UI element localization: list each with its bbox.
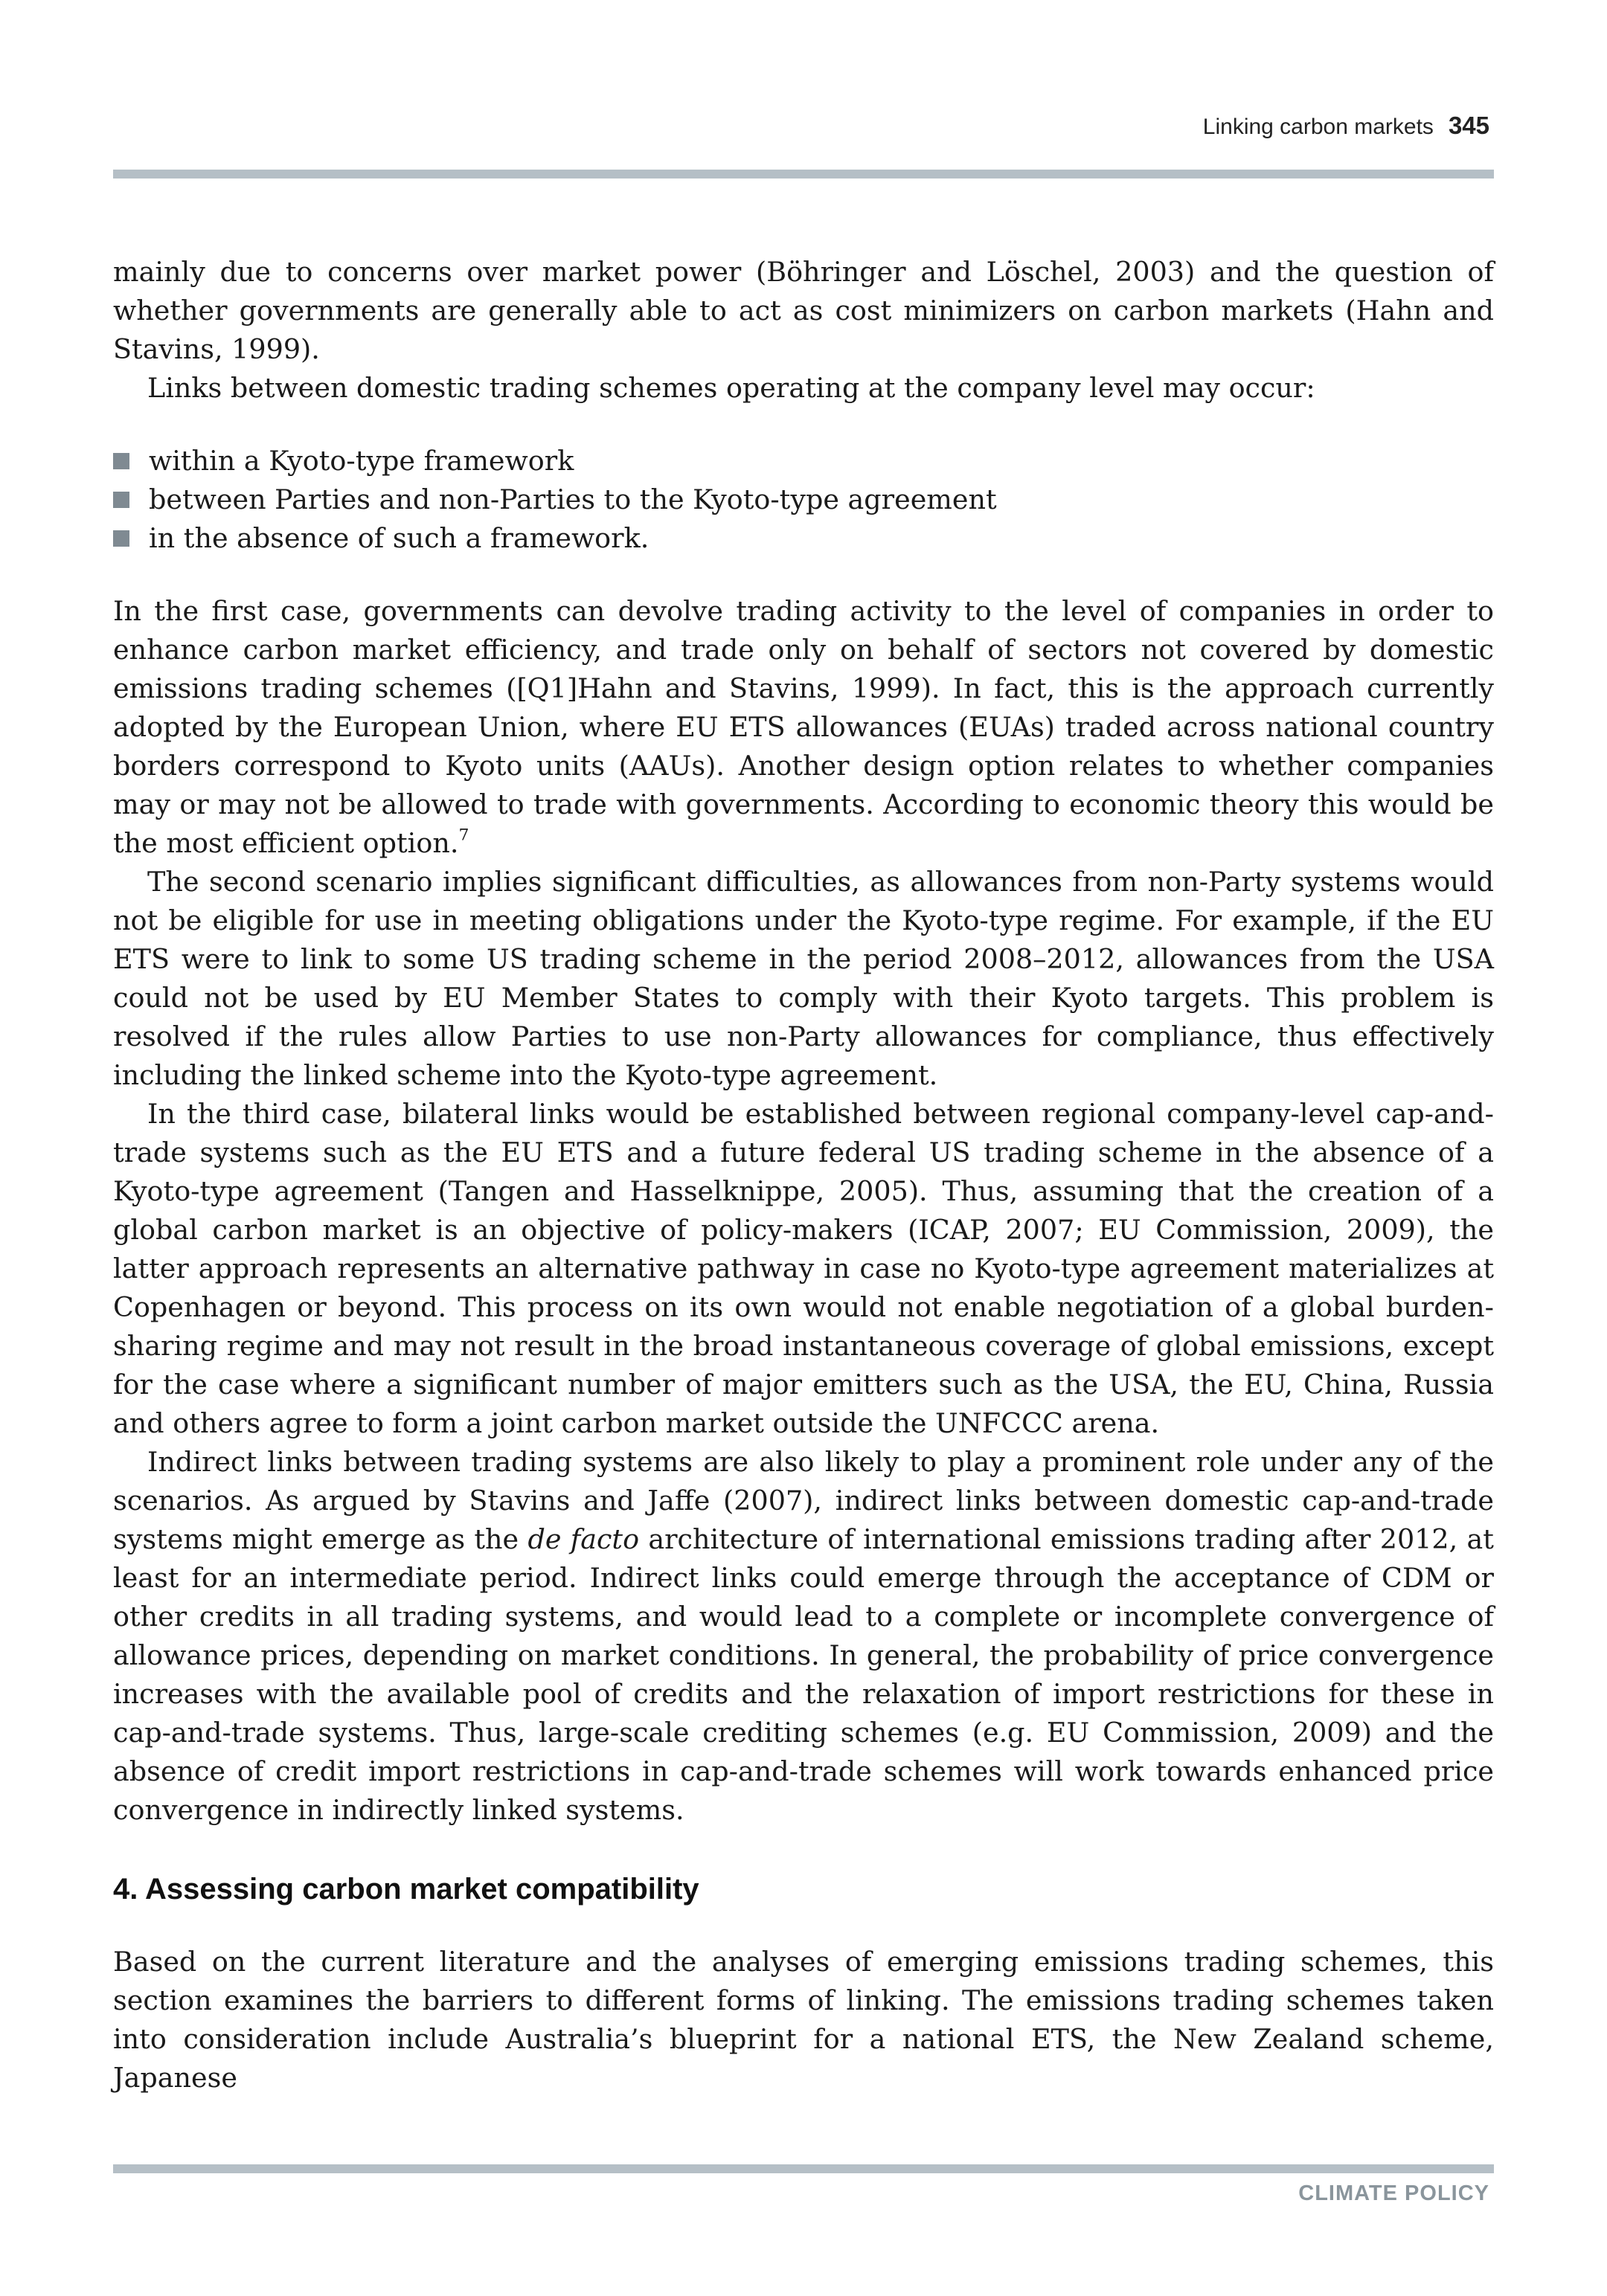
paragraph-section-intro: Based on the current literature and the analyses of emerging emissions trading schemes, this section examines the barriers to different forms of linking. The emissions trading schemes taken into consideration include Australia’s blueprint for a national ETS, the New Zealand scheme, Japanese <box>113 1946 1494 2094</box>
paragraph-first-case <box>113 592 1494 863</box>
italic-de-facto: de facto <box>527 1523 640 1555</box>
paragraph-indirect-links <box>113 1443 1494 1830</box>
journal-name: CLIMATE POLICY <box>1298 2181 1489 2205</box>
bullet-square-icon <box>113 453 129 469</box>
list-item-text: within a Kyoto-type framework <box>149 445 574 477</box>
page-number: 345 <box>1448 112 1489 139</box>
footer-rule <box>113 2164 1494 2173</box>
paragraph-second-scenario: The second scenario implies significant difficulties, as allowances from non-Party systems would not be eligible for use in meeting obligations under the Kyoto-type regime. For example, if the EU ETS were to link to some US trading scheme in the period 2008–2012, allowances from the USA could not be used by EU Member States to comply with their Kyoto targets. This problem is resolved if the rules allow Parties to use non-Party allowances for compliance, thus effectively including the linked scheme into the Kyoto-type agreement. <box>113 866 1494 1091</box>
paragraph-third-case: In the third case, bilateral links would be established between regional company-level cap-and-trade systems such as the EU ETS and a future federal US trading scheme in the absence of a Kyoto-type agreement (Tangen and Hasselknippe, 2005). Thus, assuming that the creation of a global carbon market is an objective of policy-makers (ICAP, 2007; EU Commission, 2009), the latter approach represents an alternative pathway in case no Kyoto-type agreement materializes at Copenhagen or beyond. This process on its own would not enable negotiation of a global burden-sharing regime and may not result in the broad instantaneous coverage of global emissions, except for the case where a significant number of major emitters such as the USA, the EU, China, Russia and others agree to form a joint carbon market outside the UNFCCC arena. <box>113 1098 1494 1439</box>
header-rule <box>113 170 1494 179</box>
bullet-square-icon <box>113 530 129 547</box>
bullet-list <box>113 442 1494 558</box>
bullet-square-icon <box>113 492 129 508</box>
list-item <box>113 442 1494 480</box>
section-heading: 4. Assessing carbon market compatibility <box>113 1873 699 1906</box>
list-item-text: in the absence of such a framework. <box>149 522 649 554</box>
paragraph-indirect-links-text-2: architecture of international emissions trading after 2012, at least for an intermediate period. Indirect links could emerge through the acceptance of CDM or other credits in all trading systems, and would lead to a complete or incomplete convergence of allowance prices, depending on market conditions. In general, the probability of price convergence increases with the available pool of credits and the relaxation of import restrictions for these in cap-and-trade systems. Thus, large-scale crediting schemes (e.g. EU Commission, 2009) and the absence of credit import restrictions in cap-and-trade schemes will work towards enhanced price convergence in indirectly linked systems. <box>113 1523 1494 1826</box>
paragraph-continued: mainly due to concerns over market power (Böhringer and Löschel, 2003) and the question of whether governments are generally able to act as cost minimizers on carbon markets (Hahn and Stavins, 1999). <box>113 256 1494 365</box>
running-title: Linking carbon markets <box>1202 115 1434 139</box>
list-item-text: between Parties and non-Parties to the Kyoto-type agreement <box>149 483 997 515</box>
paragraph-indirect-links-text-1: Indirect links between trading systems are also likely to play a prominent role under any of the scenarios. As argued by Stavins and Jaffe (2007), indirect links between domestic cap-and-trade systems might emerge as the <box>113 1446 1494 1555</box>
paragraph-first-case-text: In the first case, governments can devolve trading activity to the level of companies in order to enhance carbon market efficiency, and trade only on behalf of sectors not covered by domestic emissions trading schemes ([Q1]Hahn and Stavins, 1999). In fact, this is the approach currently adopted by the European Union, where EU ETS allowances (EUAs) traded across national country borders correspond to Kyoto units (AAUs). Another design option relates to whether companies may or may not be allowed to trade with governments. According to economic theory this would be the most efficient option. <box>113 595 1494 859</box>
paragraph-links-intro: Links between domestic trading schemes operating at the company level may occur: <box>147 372 1315 404</box>
article-body <box>113 253 1494 2097</box>
running-head <box>1203 112 1489 140</box>
list-item <box>113 519 1494 558</box>
footnote-marker[interactable]: 7 <box>458 826 469 845</box>
list-item <box>113 480 1494 519</box>
